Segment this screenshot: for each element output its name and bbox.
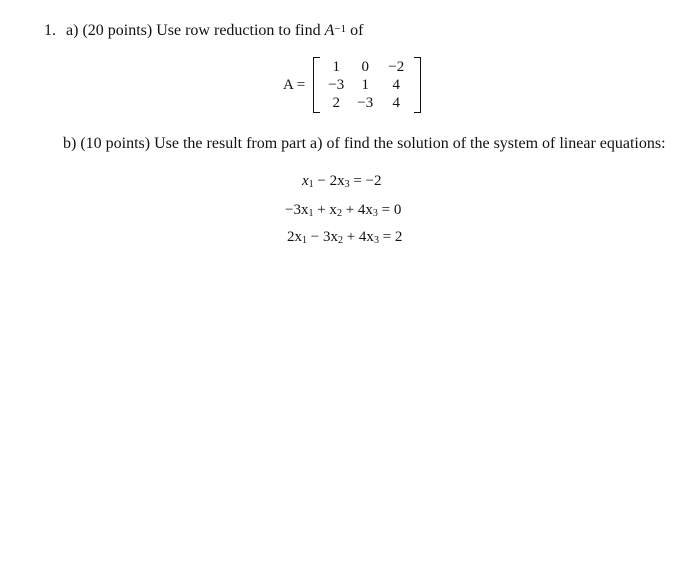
matrix-cell: 2 [332, 95, 340, 111]
matrix-cell: 0 [361, 59, 369, 75]
matrix-cell: −2 [388, 59, 405, 75]
matrix-cell: 1 [332, 59, 340, 75]
matrix-cell: 1 [361, 77, 369, 93]
matrix-cell: 4 [392, 95, 400, 111]
equation-1: $x_1 - 2x_3 = -2$ [302, 173, 382, 190]
part-a-text: Use row reduction to find [156, 22, 321, 39]
matrix-grid [322, 58, 412, 112]
part-a-suffix: of [350, 22, 364, 39]
part-b-statement: b) (10 points) Use the result from part a) of find the solution of the system of linear equations: [63, 135, 666, 152]
problem-number: 1. [44, 22, 56, 39]
matrix-cell: −3 [328, 77, 345, 93]
equation-3: $2x_1 - 3x_2 + 4x_3 = 2$ [287, 229, 403, 246]
matrix-right-bracket [414, 57, 421, 113]
matrix-label: A = [283, 76, 306, 93]
matrix-left-bracket [313, 57, 320, 113]
matrix-cell: −3 [357, 95, 374, 111]
matrix-a [283, 57, 421, 113]
inverse-matrix-symbol: A [324, 22, 335, 39]
equation-2: $-3x_1 + x_2 + 4x_3 = 0$ [285, 202, 402, 219]
part-a-points: (20 points) [82, 22, 153, 39]
matrix-cell: 4 [392, 77, 400, 93]
inverse-exponent: −1 [334, 23, 347, 35]
part-a-label: a) [66, 22, 79, 39]
part-a-statement [44, 20, 363, 43]
